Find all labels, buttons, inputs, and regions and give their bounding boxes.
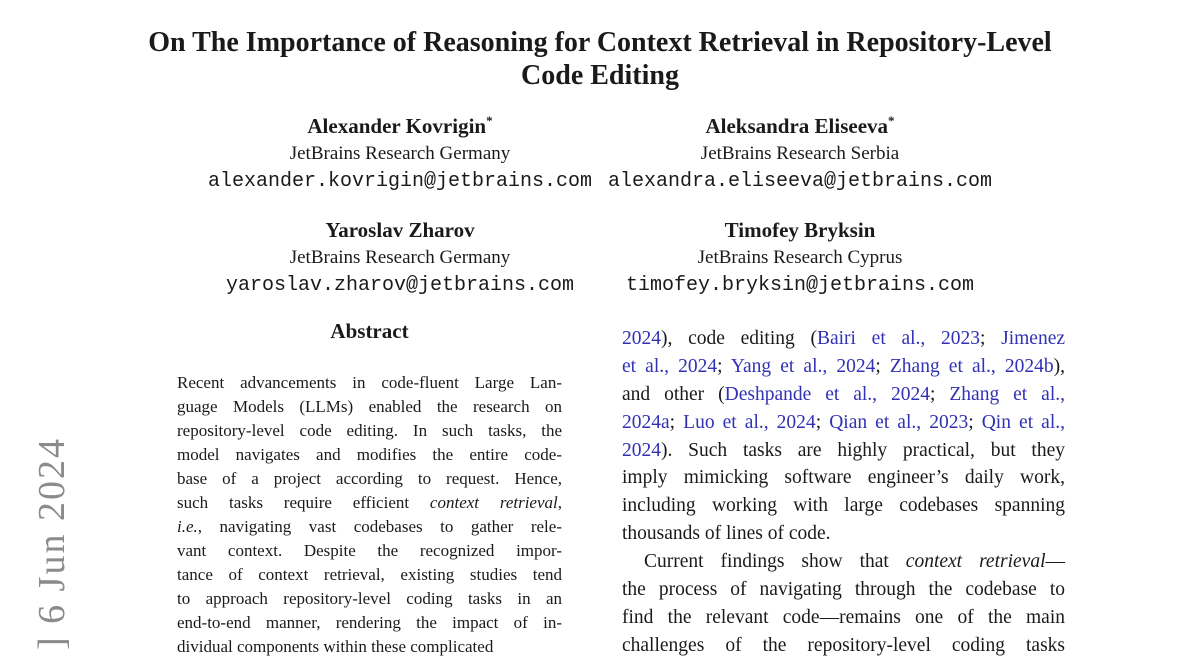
text-segment: ; <box>717 355 731 377</box>
text-line <box>177 587 562 611</box>
author-name-text: Timofey Bryksin <box>724 218 876 242</box>
text-line <box>177 563 562 587</box>
citation-link[interactable]: Zhang et al., 2024b <box>889 355 1054 377</box>
text-segment: thousands of lines of code. <box>622 523 831 545</box>
text-line <box>177 371 562 395</box>
intro-right-column <box>622 325 1065 660</box>
author-name <box>600 211 1000 244</box>
author-name-text: Aleksandra Eliseeva <box>705 114 889 138</box>
paper-title-line1: On The Importance of Reasoning for Context Retrieval in Repository-Level <box>148 27 1052 58</box>
text-line <box>622 632 1065 660</box>
citation-link[interactable]: Jimenez <box>1001 328 1066 349</box>
text-line <box>177 395 562 419</box>
paper-title <box>0 26 1200 92</box>
author-block-bryksin <box>600 211 1000 300</box>
author-name <box>200 107 600 140</box>
text-segment: repository-level code editing. In such tasks, the <box>177 421 562 440</box>
text-segment: and other ( <box>622 383 725 405</box>
text-segment: ), code editing ( <box>661 328 817 349</box>
text-segment: vant context. Despite the recognized impor- <box>177 541 562 560</box>
text-line <box>177 635 562 659</box>
text-segment: Recent advancements in code-fluent Large Lan- <box>177 373 562 392</box>
text-segment: , <box>557 493 562 512</box>
text-line <box>177 515 562 539</box>
text-line <box>622 381 1065 409</box>
text-segment: ), <box>1053 355 1065 377</box>
author-email: alexander.kovrigin@jetbrains.com <box>207 170 593 193</box>
citation-link[interactable]: Qin et al., <box>981 411 1066 433</box>
citation-link[interactable]: Bairi et al., 2023 <box>816 328 980 349</box>
text-line <box>622 325 1065 353</box>
citation-link[interactable]: Zhang et al., <box>949 383 1066 405</box>
text-segment: — <box>1045 551 1065 573</box>
author-name-text: Yaroslav Zharov <box>325 218 475 242</box>
text-segment: ; <box>930 383 950 405</box>
text-line <box>177 539 562 563</box>
text-segment: find the relevant code—remains one of the main <box>622 606 1065 628</box>
abstract-heading: Abstract <box>330 319 409 343</box>
paper-title-line2: Code Editing <box>521 60 679 91</box>
citation-link[interactable]: Deshpande et al., 2024 <box>724 383 931 405</box>
text-line <box>622 492 1065 520</box>
citation-link[interactable]: Yang et al., 2024 <box>730 355 876 377</box>
text-line <box>177 467 562 491</box>
italic-text: i.e. <box>177 517 198 536</box>
text-line <box>177 611 562 635</box>
author-name-text: Alexander Kovrigin <box>307 114 487 138</box>
citation-link[interactable]: et al., 2024 <box>622 355 718 377</box>
text-line <box>622 548 1065 576</box>
author-name <box>600 107 1000 140</box>
author-asterisk: * <box>486 113 493 128</box>
text-line <box>177 443 562 467</box>
text-segment: ). Such tasks are highly practical, but they <box>661 439 1065 461</box>
abstract-body <box>177 371 562 659</box>
text-line <box>177 419 562 443</box>
author-asterisk: * <box>888 113 895 128</box>
author-email: timofey.bryksin@jetbrains.com <box>625 274 975 297</box>
text-segment: ; <box>669 411 684 433</box>
text-segment: to approach repository-level coding tasks in an <box>177 589 562 608</box>
text-segment: ; <box>968 411 982 433</box>
text-segment: end-to-end manner, rendering the impact of in- <box>177 613 562 632</box>
author-block-kovrigin <box>200 107 600 196</box>
author-name <box>200 211 600 244</box>
italic-text: context retrieval <box>905 551 1046 573</box>
text-segment: ; <box>875 355 890 377</box>
text-segment: Current findings show that <box>644 551 906 573</box>
author-block-zharov <box>200 211 600 300</box>
text-line <box>622 464 1065 492</box>
text-segment: challenges of the repository-level coding tasks <box>622 634 1065 656</box>
author-block-eliseeva <box>600 107 1000 196</box>
text-line <box>622 576 1065 604</box>
text-line <box>622 604 1065 632</box>
author-affiliation: JetBrains Research Germany <box>289 143 511 164</box>
citation-link[interactable]: 2024 <box>622 439 661 461</box>
arxiv-stamp: ] 6 Jun 2024 <box>31 437 73 650</box>
italic-text: context retrieval <box>429 493 558 512</box>
text-line <box>177 491 562 515</box>
author-email: yaroslav.zharov@jetbrains.com <box>225 274 575 297</box>
text-segment: , navigating vast codebases to gather rele- <box>197 517 562 536</box>
text-segment: guage Models (LLMs) enabled the research on <box>177 397 562 416</box>
citation-link[interactable]: Luo et al., 2024 <box>683 411 816 433</box>
citation-link[interactable]: 2024 <box>622 328 661 349</box>
text-segment: tance of context retrieval, existing studies tend <box>177 565 562 584</box>
citation-link[interactable]: 2024a <box>622 411 670 433</box>
text-segment: ; <box>815 411 830 433</box>
text-line <box>622 437 1065 465</box>
text-line <box>622 409 1065 437</box>
text-segment: dividual components within these complicated <box>177 637 494 656</box>
text-segment: imply mimicking software engineer’s daily work, <box>622 467 1065 489</box>
text-segment: ; <box>979 328 1002 349</box>
text-line <box>622 353 1065 381</box>
text-segment: such tasks require efficient <box>177 493 430 512</box>
author-affiliation: JetBrains Research Germany <box>289 247 511 268</box>
text-segment: model navigates and modifies the entire code- <box>177 445 562 464</box>
author-email: alexandra.eliseeva@jetbrains.com <box>607 170 993 193</box>
text-segment: base of a project according to request. Hence, <box>177 469 562 488</box>
author-affiliation: JetBrains Research Cyprus <box>697 247 903 268</box>
citation-link[interactable]: Qian et al., 2023 <box>829 411 969 433</box>
text-segment: including working with large codebases spanning <box>622 495 1065 517</box>
text-line <box>622 520 1065 548</box>
author-affiliation: JetBrains Research Serbia <box>700 143 900 164</box>
text-segment: the process of navigating through the codebase to <box>622 579 1065 601</box>
